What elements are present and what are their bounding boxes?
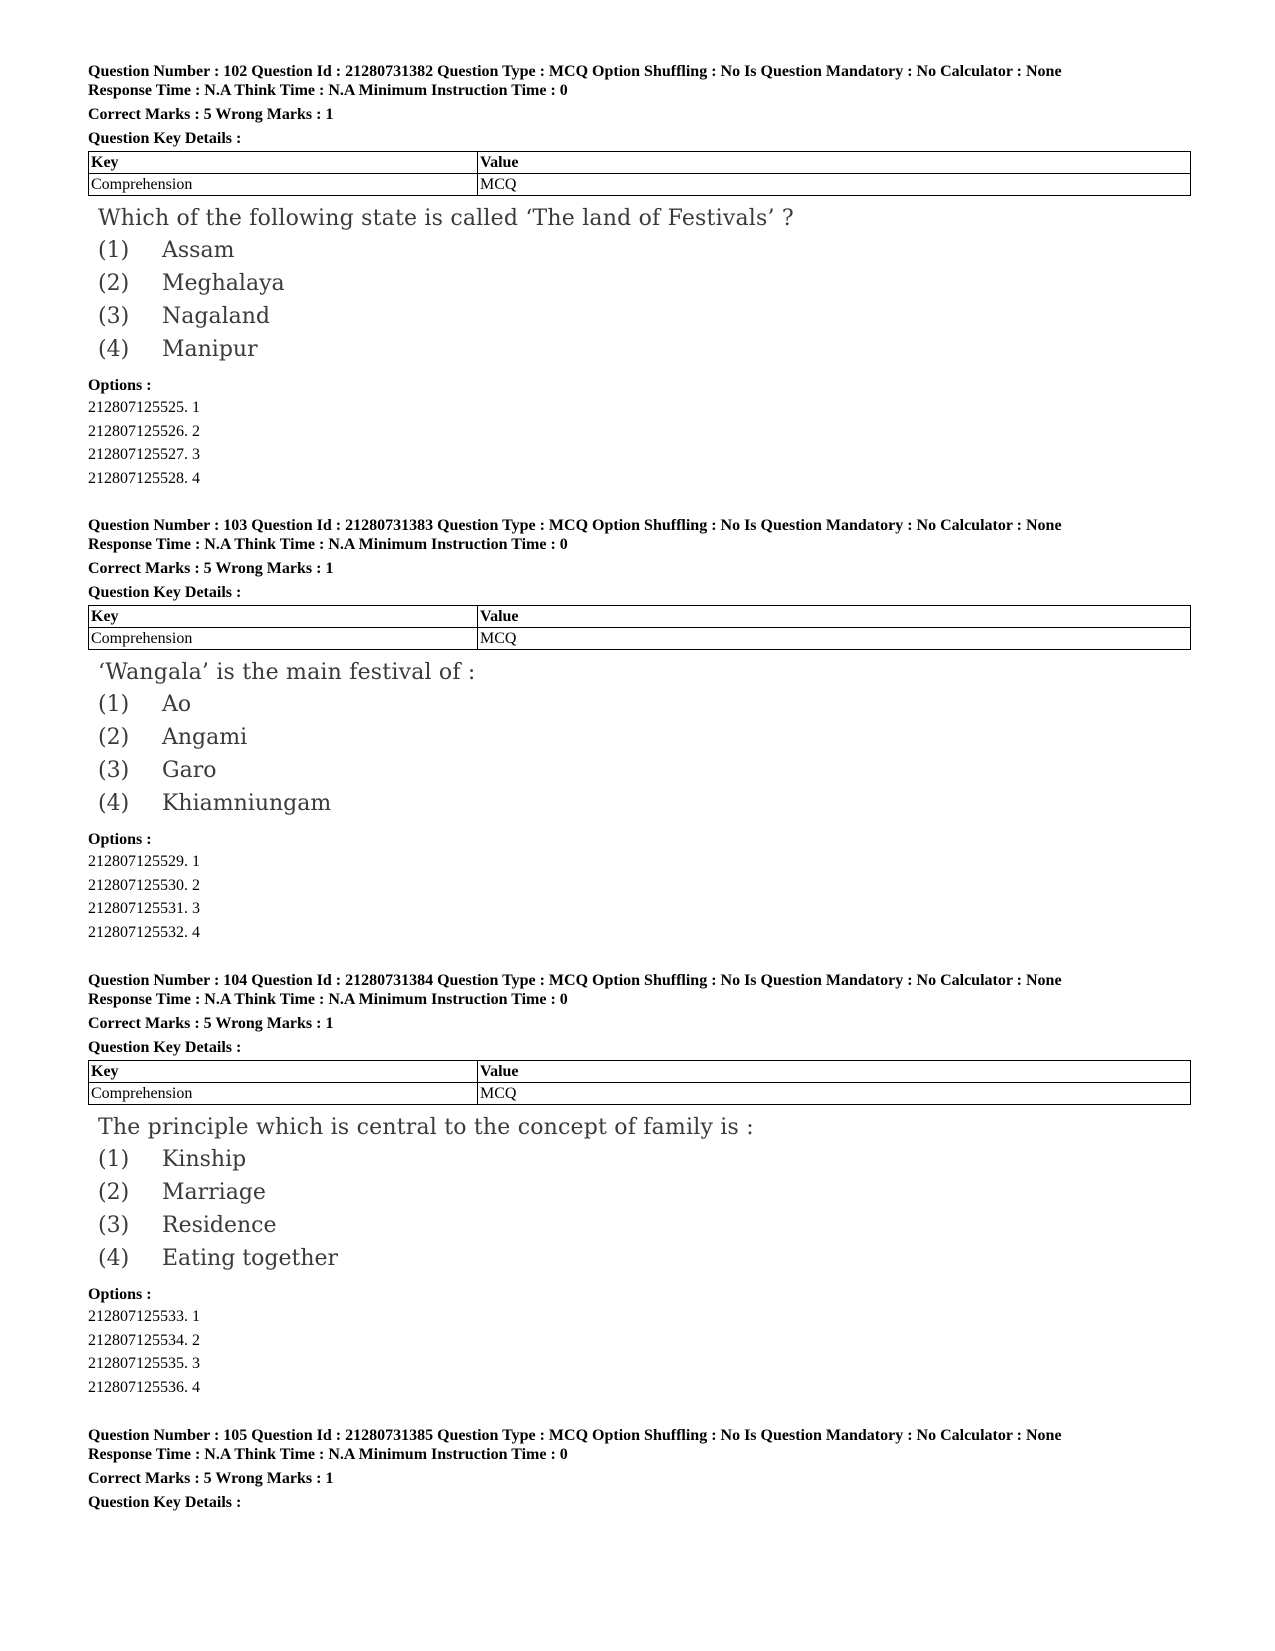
choice	[98, 754, 1188, 787]
choice	[98, 300, 1188, 333]
key-details-label: Question Key Details :	[88, 584, 242, 601]
question-header: Question Number : 105 Question Id : 21280731385 Question Type : MCQ Option Shuffling : No Is Question Mandatory : No Calculator : None	[88, 1427, 1062, 1444]
choice	[98, 1209, 1188, 1242]
choice	[98, 333, 1188, 366]
option-id: 212807125528. 4	[88, 469, 200, 487]
choice-text: Kinship	[162, 1147, 247, 1172]
table-head-value: Value	[478, 1061, 1191, 1083]
option-id: 212807125530. 2	[88, 876, 200, 894]
option-id: 212807125527. 3	[88, 446, 200, 463]
key-details-label: Question Key Details :	[88, 1039, 242, 1056]
option-id: 212807125534. 2	[88, 1331, 200, 1349]
question-timing: Response Time : N.A Think Time : N.A Minimum Instruction Time : 0	[88, 1446, 568, 1463]
choice-text: Residence	[162, 1213, 277, 1238]
table-head-key: Key	[89, 606, 478, 628]
question-marks: Correct Marks : 5 Wrong Marks : 1	[88, 106, 334, 123]
question-marks: Correct Marks : 5 Wrong Marks : 1	[88, 1470, 334, 1487]
question-image	[98, 204, 1188, 366]
choice-text: Assam	[162, 238, 235, 263]
choice-text: Nagaland	[162, 304, 270, 329]
table-cell-key: Comprehension	[89, 628, 478, 650]
key-details-label: Question Key Details :	[88, 1494, 242, 1511]
choice-text: Meghalaya	[162, 271, 285, 296]
choice-number: (2)	[98, 725, 130, 750]
question-block-105	[88, 1426, 1188, 1512]
options-label: Options :	[88, 831, 152, 848]
choice	[98, 688, 1188, 721]
option-id: 212807125529. 1	[88, 853, 200, 870]
options-label: Options :	[88, 377, 152, 394]
table-cell-value: MCQ	[478, 628, 1191, 650]
question-header: Question Number : 102 Question Id : 21280731382 Question Type : MCQ Option Shuffling : No Is Question Mandatory : No Calculator : None	[88, 63, 1062, 80]
option-id: 212807125536. 4	[88, 1378, 200, 1396]
table-cell-key: Comprehension	[89, 174, 478, 196]
choice	[98, 267, 1188, 300]
choice-number: (3)	[98, 304, 130, 329]
key-value-table	[88, 151, 1191, 196]
option-id: 212807125526. 2	[88, 422, 200, 440]
choice-number: (3)	[98, 1213, 130, 1238]
question-timing: Response Time : N.A Think Time : N.A Minimum Instruction Time : 0	[88, 991, 568, 1008]
choice-text: Ao	[162, 692, 192, 717]
question-image	[98, 658, 1188, 820]
question-timing: Response Time : N.A Think Time : N.A Minimum Instruction Time : 0	[88, 82, 568, 99]
choice-number: (2)	[98, 1180, 130, 1205]
choice	[98, 721, 1188, 754]
question-header: Question Number : 104 Question Id : 21280731384 Question Type : MCQ Option Shuffling : No Is Question Mandatory : No Calculator : None	[88, 972, 1062, 989]
choice-number: (4)	[98, 791, 130, 816]
choice	[98, 787, 1188, 820]
question-image	[98, 1113, 1188, 1275]
choice-text: Garo	[162, 758, 217, 783]
table-head-value: Value	[478, 152, 1191, 174]
option-id: 212807125533. 1	[88, 1308, 200, 1325]
choice-number: (1)	[98, 238, 130, 263]
table-cell-key: Comprehension	[89, 1083, 478, 1105]
choice	[98, 234, 1188, 267]
question-block-102	[88, 62, 1188, 490]
choice-text: Marriage	[162, 1180, 266, 1205]
question-text: Which of the following state is called ‘The land of Festivals’ ?	[98, 206, 794, 231]
choice-number: (4)	[98, 1246, 130, 1271]
table-cell-value: MCQ	[478, 1083, 1191, 1105]
table-head-key: Key	[89, 152, 478, 174]
question-marks: Correct Marks : 5 Wrong Marks : 1	[88, 560, 334, 577]
choice	[98, 1176, 1188, 1209]
table-head-key: Key	[89, 1061, 478, 1083]
key-value-table	[88, 605, 1191, 650]
choice-number: (2)	[98, 271, 130, 296]
question-block-103	[88, 516, 1188, 944]
option-id: 212807125535. 3	[88, 1355, 200, 1372]
table-head-value: Value	[478, 606, 1191, 628]
question-text: The principle which is central to the concept of family is :	[98, 1115, 754, 1140]
question-text: ‘Wangala’ is the main festival of :	[98, 660, 476, 685]
key-details-label: Question Key Details :	[88, 130, 242, 147]
choice-text: Angami	[162, 725, 248, 750]
key-value-table	[88, 1060, 1191, 1105]
option-id: 212807125531. 3	[88, 900, 200, 917]
choice-text: Manipur	[162, 337, 258, 362]
options-label: Options :	[88, 1286, 152, 1303]
choice-number: (3)	[98, 758, 130, 783]
question-timing: Response Time : N.A Think Time : N.A Minimum Instruction Time : 0	[88, 536, 568, 553]
table-cell-value: MCQ	[478, 174, 1191, 196]
option-id: 212807125525. 1	[88, 399, 200, 416]
option-id: 212807125532. 4	[88, 923, 200, 941]
choice-number: (1)	[98, 692, 130, 717]
question-header: Question Number : 103 Question Id : 21280731383 Question Type : MCQ Option Shuffling : No Is Question Mandatory : No Calculator : None	[88, 517, 1062, 534]
choice-number: (4)	[98, 337, 130, 362]
choice-text: Eating together	[162, 1246, 339, 1271]
choice-text: Khiamniungam	[162, 791, 332, 816]
choice	[98, 1242, 1188, 1275]
question-block-104	[88, 971, 1188, 1399]
question-marks: Correct Marks : 5 Wrong Marks : 1	[88, 1015, 334, 1032]
choice-number: (1)	[98, 1147, 130, 1172]
choice	[98, 1143, 1188, 1176]
